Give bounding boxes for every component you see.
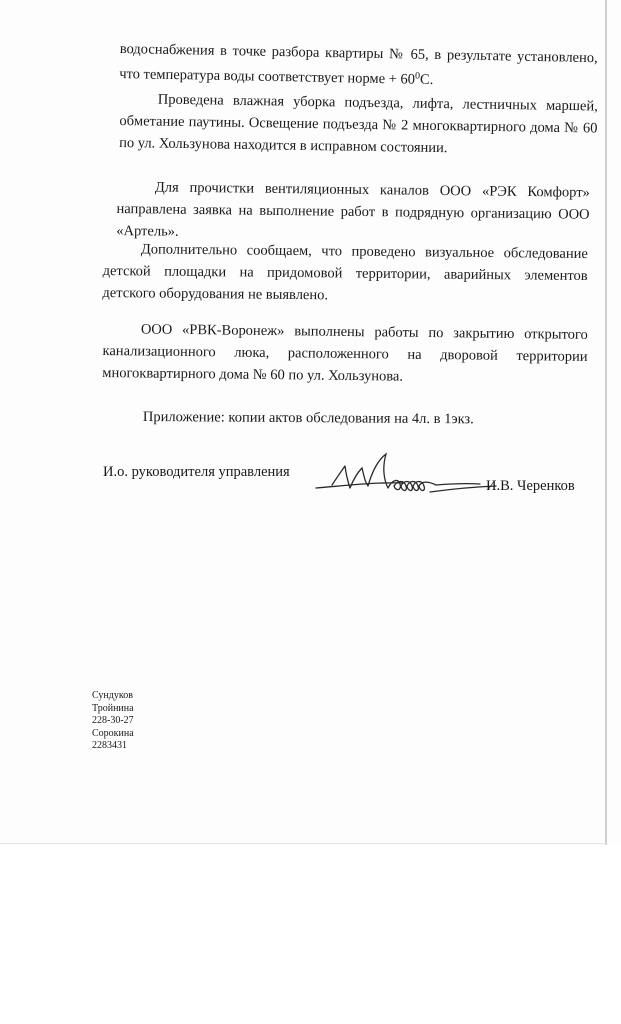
executor-contacts — [92, 690, 134, 753]
paragraph-line: детского оборудования не выявлено. — [102, 284, 329, 304]
paragraph-line: по ул. Хользунова находится в исправном состоянии. — [119, 134, 448, 157]
paragraph-ventilation — [116, 176, 590, 248]
signatory-name: И.В. Черенков — [486, 478, 575, 494]
contact-line: 2283431 — [92, 740, 127, 751]
contact-line: Сундуков — [92, 690, 133, 701]
paragraph-sewer-hatch — [102, 318, 588, 390]
signatory-title: И.о. руководителя управления — [103, 464, 290, 480]
paragraph-playground — [102, 238, 588, 309]
paragraph-line: Для прочистки вентиляционных каналов ООО «РЭК Комфорт» — [154, 179, 590, 201]
paragraph-line-text: С. — [419, 71, 434, 89]
paragraph-line: канализационного люка, расположенного на дворовой территории — [102, 342, 588, 365]
paragraph-line: Дополнительно сообщаем, что проведено визуальное обследование — [140, 241, 588, 263]
paragraph-line: водоснабжения в точке разбора квартиры № 65, в результате установлено, — [119, 40, 598, 67]
paragraph-line: ООО «РВК-Воронеж» выполнены работы по закрытию открытого — [140, 321, 588, 343]
paragraph-water-temperature — [119, 38, 598, 94]
paragraph-line: детской площадки на придомовой территории, аварийных элементов — [102, 262, 588, 285]
contact-line: Сорокина — [92, 727, 134, 739]
contact-line: Тройнина — [92, 702, 134, 714]
paragraph-cleaning — [119, 88, 598, 161]
page-edge-bottom — [0, 843, 606, 844]
paragraph-line: обметание паутины. Освещение подъезда № 2 многоквартирного дома № 60 — [119, 112, 598, 137]
paragraph-line-text: что температура воды соответствует норме + 60 — [119, 65, 416, 88]
paragraph-line: Проведена влажная уборка подъезда, лифта, лестничных маршей, — [157, 91, 598, 115]
paragraph-line: направлена заявка на выполнение работ в подрядную организацию ООО — [116, 200, 590, 223]
handwritten-signature — [312, 452, 512, 504]
attachment-note: Приложение: копии актов обследования на 4л. в 1экз. — [142, 409, 474, 428]
contact-line: 228-30-27 — [92, 715, 134, 726]
page-edge-right — [605, 0, 607, 845]
degree-superscript: 0 — [414, 70, 421, 82]
paragraph-line: «Артель». — [116, 222, 179, 240]
paragraph-line: многоквартирного дома № 60 по ул. Хользунова. — [102, 364, 404, 385]
